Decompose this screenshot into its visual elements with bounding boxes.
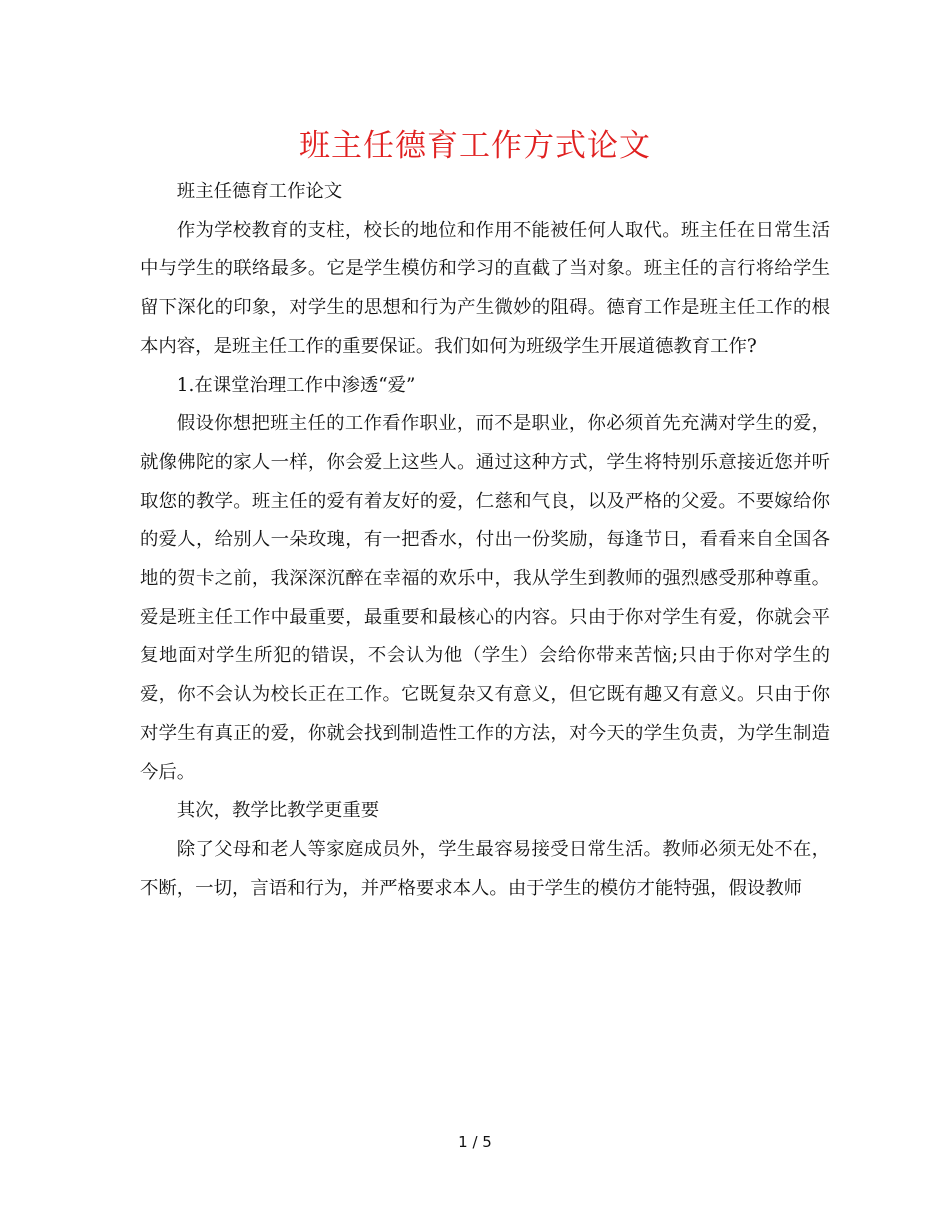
paragraph-subtitle: 班主任德育工作论文 — [176, 181, 343, 202]
paragraph-heading-2: 其次，教学比教学更重要 — [176, 800, 380, 822]
document-title: 班主任德育工作方式论文 — [299, 128, 651, 164]
paragraph-heading-1: 1.在课堂治理工作中渗透“爱” — [176, 374, 416, 396]
page-number: 1 / 5 — [458, 1133, 492, 1151]
paragraph-intro: 作为学校教育的支柱，校长的地位和作用不能被任何人取代。班主任在日常生活中与学生的联络最多。它是学生模仿和学习的直截了当对象。班主任的言行将给学生留下深化的印象，对学生的思想和行为产生微妙的阻碍。德育工作是班主任工作的根本内容，是班主任工作的重要保证。我们如何为班级学生开展道德教育工作? — [140, 219, 830, 357]
paragraph-love: 假设你想把班主任的工作看作职业，而不是职业，你必须首先充满对学生的爱，就像佛陀的家人一样，你会爱上这些人。通过这种方式，学生将特别乐意接近您并听取您的教学。班主任的爱有着友好的爱，仁慈和气良，以及严格的父爱。不要嫁给你的爱人，给别人一朵玫瑰，有一把香水，付出一份奖励，每逢节日，看看来自全国各地的贺卡之前，我深深沉醉在幸福的欢乐中，我从学生到教师的强烈感受那种尊重。爱是班主任工作中最重要，最重要和最核心的内容。只由于你对学生有爱，你就会平复地面对学生所犯的错误，不会认为他（学生）会给你带来苦恼;只由于你对学生的爱，你不会认为校长正在工作。它既复杂又有意义，但它既有趣又有意义。只由于你对学生有真正的爱，你就会找到制造性工作的方法，对今天的学生负责，为学生制造今后。 — [140, 413, 830, 783]
paragraph-example: 除了父母和老人等家庭成员外，学生最容易接受日常生活。教师必须无处不在，不断，一切，言语和行为，并严格要求本人。由于学生的模仿才能特强，假设教师 — [140, 838, 830, 899]
document-body — [140, 173, 830, 908]
